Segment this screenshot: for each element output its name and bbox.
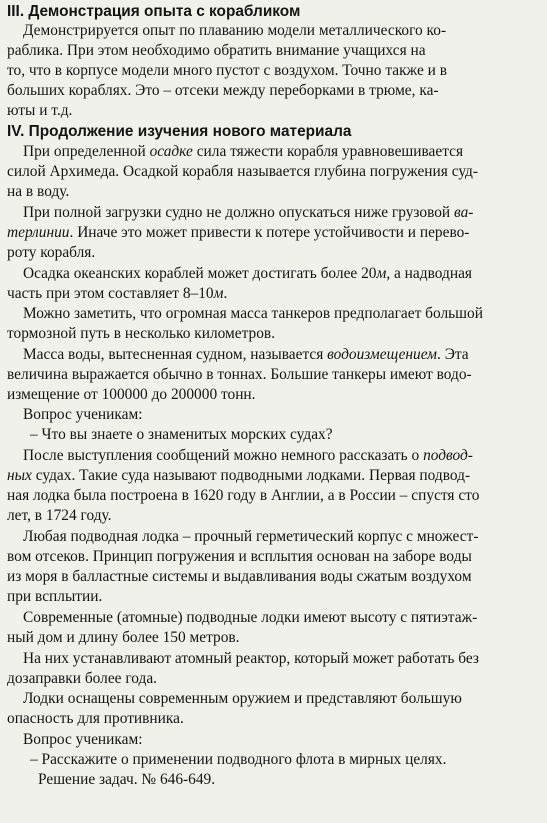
text-span: сила тяжести корабля уравновешивается <box>192 143 464 160</box>
paragraph-line: то, что в корпусе модели много пустот с воздухом. Точно также и в <box>7 62 448 79</box>
paragraph-line <box>7 285 547 303</box>
paragraph-line: Лодки оснащены современным оружием и представляют большую <box>23 690 462 707</box>
paragraph-line: Демонстрируется опыт по плаванию модели металлического ко- <box>23 22 447 39</box>
question-text: – Расскажите о применении подводного флота в мирных целях. <box>30 751 447 768</box>
section-3-heading: III. Демонстрация опыта с корабликом <box>7 3 301 20</box>
paragraph-line <box>7 224 547 242</box>
text-span: часть при этом составляет 8–10 <box>7 285 214 302</box>
paragraph-line <box>23 143 547 161</box>
paragraph-line: величина выражается обычно в тоннах. Большие танкеры имеют водо- <box>7 366 472 383</box>
text-span: При определенной <box>23 143 150 160</box>
text-span: После выступления сообщений можно немного рассказать о <box>23 447 424 464</box>
paragraph-line: на в воду. <box>7 183 70 200</box>
section-4-heading: IV. Продолжение изучения нового материала <box>7 123 352 140</box>
paragraph-line: рабликa. При этом необходимо обратить внимание учащихся на <box>7 42 426 59</box>
term-italic: водоизмещением <box>327 346 438 363</box>
question-label: Вопрос ученикам: <box>23 731 143 748</box>
text-span: . Эта <box>437 346 469 363</box>
term-italic: ва- <box>454 204 474 221</box>
paragraph-line <box>23 265 547 283</box>
unit-italic: м <box>213 285 224 302</box>
unit-italic: м <box>376 265 387 282</box>
text-span: . Иначе это может привести к потере устойчивости и перево- <box>69 224 470 241</box>
paragraph-line: вом отсеков. Принцип погружения и всплытия основан на заборе воды <box>7 548 472 565</box>
term-italic: ных <box>7 467 32 484</box>
question-label: Вопрос ученикам: <box>23 406 143 423</box>
text-span: . <box>223 285 228 302</box>
paragraph-line: тормозной путь в несколько километров. <box>7 325 276 342</box>
paragraph-line: Можно заметить, что огромная масса танкеров предполагает большой <box>23 305 483 322</box>
paragraph-line: дозаправки более года. <box>7 670 158 687</box>
paragraph-line <box>23 204 547 222</box>
text-span: судах. Такие суда называют подводными лодками. Первая подвод- <box>31 467 471 484</box>
question-text: – Что вы знаете о знаменитых морских судах? <box>30 426 333 443</box>
tasks-line: Решение задач. № 646-649. <box>38 771 216 788</box>
term-italic: терлинии <box>7 224 70 241</box>
paragraph-line: при всплытии. <box>7 588 103 605</box>
paragraph-line: ный дом и длину более 150 метров. <box>7 629 240 646</box>
paragraph-line: ная лодка была построена в 1620 году в Англии, а в России – спустя сто <box>7 487 480 504</box>
paragraph-line: Современные (атомные) подводные лодки имеют высоту с пятиэтаж- <box>23 609 478 626</box>
paragraph-line: На них устанавливают атомный реактор, который может работать без <box>23 650 480 667</box>
term-italic: осадке <box>149 143 193 160</box>
text-span: При полной загрузки судно не должно опускаться ниже грузовой <box>23 204 455 221</box>
text-span: , а надводная <box>386 265 472 282</box>
paragraph-line: из моря в балластные системы и выдавливания воды сжатым воздухом <box>7 568 472 585</box>
paragraph-line: юты и т.д. <box>7 102 73 119</box>
paragraph-line <box>23 346 547 364</box>
paragraph-line: измещение от 100000 до 200000 тонн. <box>7 386 256 403</box>
text-span: Осадка океанских кораблей может достигать более 20 <box>23 265 377 282</box>
paragraph-line: лет, в 1724 году. <box>7 507 112 524</box>
paragraph-line: опасность для противника. <box>7 710 184 727</box>
paragraph-line: Любая подводная лодка – прочный герметический корпус с множест- <box>23 528 479 545</box>
paragraph-line <box>23 447 547 465</box>
paragraph-line: больших кораблях. Это – отсеки между переборками в трюме, ка- <box>7 82 439 99</box>
paragraph-line <box>7 467 547 485</box>
term-italic: подвод- <box>423 447 473 464</box>
paragraph-line: роту корабля. <box>7 244 96 261</box>
paragraph-line: силой Архимеда. Осадкой корабля называется глубина погружения суд- <box>7 163 479 180</box>
text-span: Масса воды, вытесненная судном, называется <box>23 346 328 363</box>
